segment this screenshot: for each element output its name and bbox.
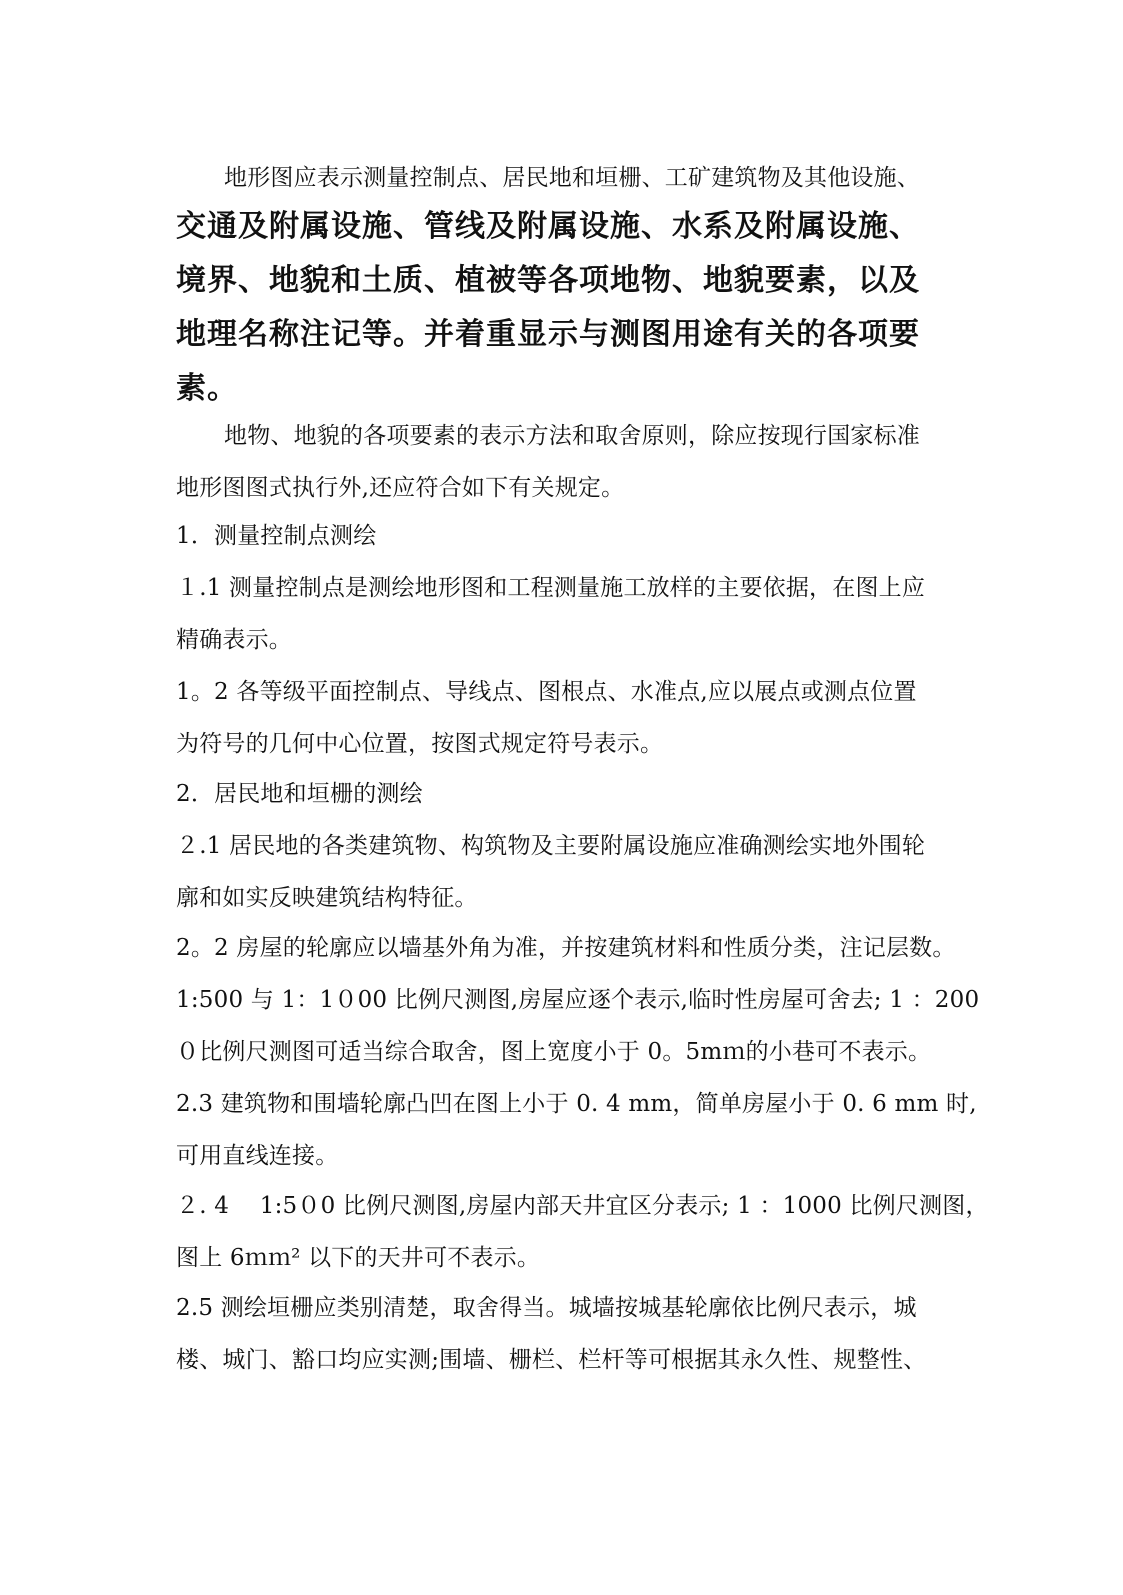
- text-line: 图上 6ｍｍ² 以下的天井可不表示。: [176, 1245, 541, 1271]
- text-line: ０比例尺测图可适当综合取舍，图上宽度小于 0。5mｍ的小巷可不表示。: [176, 1039, 932, 1065]
- text-line: 素。: [176, 371, 238, 406]
- clause-2-3: [176, 1078, 977, 1182]
- text-line: 廓和如实反映建筑结构特征。: [176, 885, 478, 911]
- text-line: 2.3 建筑物和围墙轮廓凸凹在图上小于 0. 4 mm，简单房屋小于 0. 6 mm 时,: [176, 1091, 977, 1117]
- text-line: 为符号的几何中心位置，按图式规定符号表示。: [176, 731, 664, 757]
- clause-2-4: [176, 1180, 989, 1284]
- text-line: ２. 4 1:5０0 比例尺测图,房屋内部天井宜区分表示; 1 ：1000 比例尺测图，: [176, 1193, 989, 1219]
- text-line: 楼、城门、豁口均应实测;围墙、栅栏、栏杆等可根据其永久性、规整性、: [176, 1347, 927, 1373]
- clause-2-1: [176, 820, 966, 924]
- clause-1-1: [176, 562, 966, 666]
- text-line: 可用直线连接。: [176, 1143, 339, 1169]
- text-line: ２.1 居民地的各类建筑物、构筑物及主要附属设施应准确测绘实地外围轮: [176, 833, 926, 859]
- text-line: 交通及附属设施、管线及附属设施、水系及附属设施、: [176, 209, 920, 244]
- clause-2-2: [176, 922, 980, 1078]
- text-line: 地形图应表示测量控制点、居民地和垣栅、工矿建筑物及其他设施、: [224, 165, 920, 191]
- text-line: 精确表示。: [176, 627, 292, 653]
- clause-1-2: [176, 666, 966, 770]
- text-line: 2．居民地和垣栅的测绘: [176, 781, 423, 807]
- section-heading-settlements: [176, 768, 966, 820]
- text-line: 地物、地貌的各项要素的表示方法和取舍原则，除应按现行国家标准: [224, 423, 920, 449]
- text-line: １.1 测量控制点是测绘地形图和工程测量施工放样的主要依据，在图上应: [176, 575, 926, 601]
- text-line: 1:500 与 1：1０00 比例尺测图,房屋应逐个表示,临时性房屋可舍去; 1 ：200: [176, 987, 980, 1013]
- text-line: 2.5 测绘垣栅应类别清楚，取舍得当。城墙按城基轮廓依比例尺表示，城: [176, 1295, 917, 1321]
- paragraph-intro-line1: [176, 152, 966, 204]
- section-heading-control-points: [176, 510, 966, 562]
- text-line: 1．测量控制点测绘: [176, 523, 377, 549]
- paragraph-intro-bold: [176, 200, 966, 416]
- text-line: 境界、地貌和土质、植被等各项地物、地貌要素，以及: [176, 263, 920, 298]
- paragraph-rules-intro: [176, 410, 966, 514]
- text-line: 地理名称注记等。并着重显示与测图用途有关的各项要: [176, 317, 920, 352]
- clause-2-5: [176, 1282, 966, 1386]
- text-line: 2。2 房屋的轮廓应以墙基外角为准，并按建筑材料和性质分类，注记层数。: [176, 935, 956, 961]
- text-line: 1。2 各等级平面控制点、导线点、图根点、水准点,应以展点或测点位置: [176, 679, 917, 705]
- text-line: 地形图图式执行外,还应符合如下有关规定。: [176, 475, 625, 501]
